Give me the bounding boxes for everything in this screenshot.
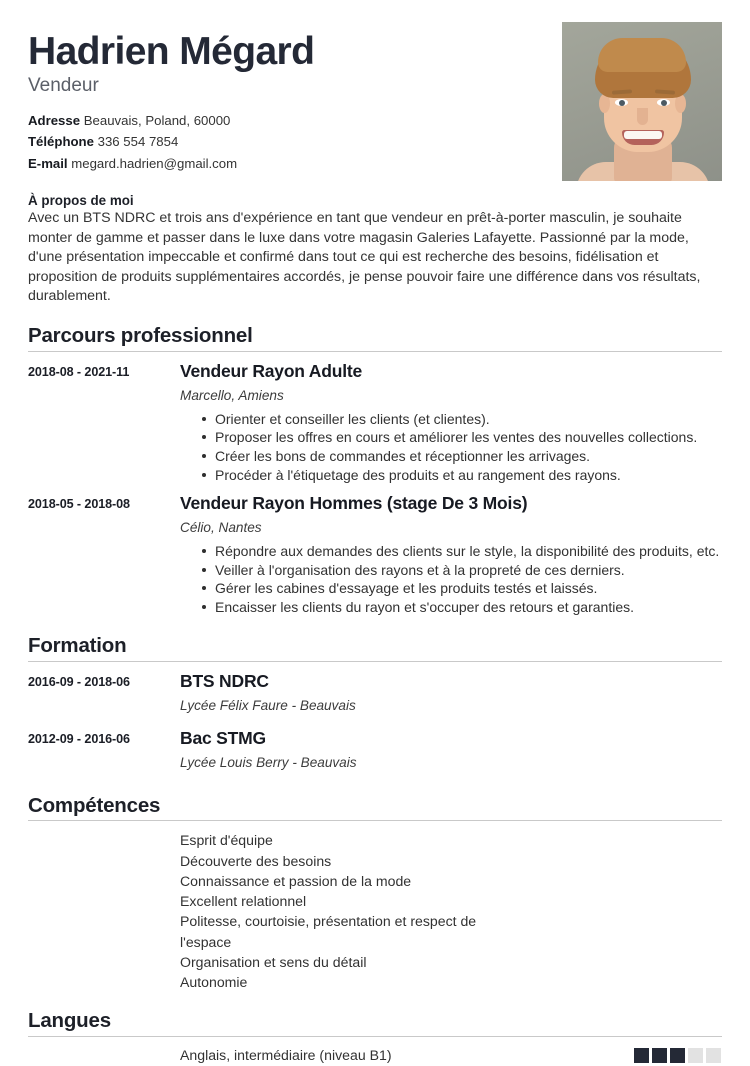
- photo-teeth: [624, 131, 662, 139]
- portrait-photo: [562, 22, 722, 181]
- education-dates: 2016-09 - 2018-06: [28, 674, 130, 689]
- contact-row-address: [28, 110, 562, 132]
- list-item: Connaissance et passion de la mode: [180, 872, 412, 889]
- about-section: [28, 193, 722, 307]
- skills-list: [28, 830, 722, 992]
- experience-dates: 2018-08 - 2021-11: [28, 364, 130, 379]
- list-item: Esprit d'équipe: [180, 832, 273, 849]
- education-entry: [28, 671, 722, 720]
- experience-entry: [28, 493, 722, 617]
- language-rating: [634, 1048, 722, 1063]
- education-body: [180, 671, 722, 720]
- page-title: Hadrien Mégard: [28, 30, 315, 73]
- photo-mouth: [622, 130, 664, 145]
- rating-box-filled: [670, 1048, 685, 1063]
- avatar: [562, 22, 722, 181]
- education-school: Lycée Félix Faure - Beauvais: [180, 697, 356, 713]
- about-heading: À propos de moi: [28, 193, 134, 208]
- contact-value-phone: 336 554 7854: [97, 134, 179, 150]
- about-text: Avec un BTS NDRC et trois ans d'expérience en tant que vendeur en prêt-à-porter masculin, je souhaite monter de gamme et passer dans le luxe dans votre magasin Galeries Lafayette. Passionné par la mode, d'une présentation impeccable et confirmé dans tout ce qui est recherche des besoins, fidélisation et proposition de produits supplémentaires accordés, je pense pouvoir faire une différence dans vos résultats, durablement.: [28, 210, 701, 305]
- section-divider: [28, 1036, 722, 1037]
- contact-row-phone: [28, 131, 562, 153]
- rating-box-empty: [688, 1048, 703, 1063]
- experience-section: [28, 324, 722, 617]
- experience-bullet-list: [180, 542, 722, 617]
- experience-body: [180, 361, 722, 485]
- experience-body: [180, 493, 722, 617]
- list-item: Veiller à l'organisation des rayons et à la propreté de ces derniers.: [202, 561, 722, 579]
- languages-list: [28, 1046, 722, 1066]
- section-title-skills: Compétences: [28, 793, 161, 817]
- education-entry: [28, 728, 722, 777]
- section-divider: [28, 661, 722, 662]
- education-section: [28, 634, 722, 777]
- experience-company: Célio, Nantes: [180, 519, 262, 535]
- experience-dates: 2018-05 - 2018-08: [28, 496, 130, 511]
- section-title-experience: Parcours professionnel: [28, 323, 253, 347]
- section-title-education: Formation: [28, 634, 127, 658]
- list-item: Organisation et sens du détail: [180, 953, 367, 970]
- rating-box-filled: [634, 1048, 649, 1063]
- list-item: Orienter et conseiller les clients (et clientes).: [202, 410, 722, 428]
- list-item: Encaisser les clients du rayon et s'occuper des retours et garanties.: [202, 598, 722, 616]
- list-item: Créer les bons de commandes et réceptionner les arrivages.: [202, 447, 722, 465]
- job-title: Vendeur: [28, 74, 99, 96]
- contact-label-address: Adresse: [28, 112, 81, 128]
- education-school: Lycée Louis Berry - Beauvais: [180, 754, 357, 770]
- photo-pupil-right: [661, 100, 667, 106]
- experience-entry: [28, 361, 722, 485]
- list-item: Répondre aux demandes des clients sur le style, la disponibilité des produits, etc.: [202, 542, 722, 560]
- rating-box-empty: [706, 1048, 721, 1063]
- list-item: Gérer les cabines d'essayage et les produits testés et laissés.: [202, 579, 722, 597]
- section-divider: [28, 820, 722, 821]
- experience-company: Marcello, Amiens: [180, 387, 284, 403]
- section-divider: [28, 351, 722, 352]
- education-degree: BTS NDRC: [180, 670, 269, 691]
- education-degree: Bac STMG: [180, 727, 266, 748]
- experience-role: Vendeur Rayon Hommes (stage De 3 Mois): [180, 492, 528, 513]
- contact-row-email: [28, 153, 562, 175]
- contact-label-phone: Téléphone: [28, 134, 94, 150]
- skills-section: [28, 794, 722, 993]
- contact-value-email: megard.hadrien@gmail.com: [71, 155, 238, 171]
- photo-nose: [637, 108, 648, 125]
- experience-role: Vendeur Rayon Adulte: [180, 360, 363, 381]
- contact-label-email: E-mail: [28, 155, 68, 171]
- rating-box-filled: [652, 1048, 667, 1063]
- list-item: Proposer les offres en cours et améliorer les ventes des nouvelles collections.: [202, 428, 722, 446]
- contact-value-address: Beauvais, Poland, 60000: [83, 112, 231, 128]
- list-item: Excellent relationnel: [180, 893, 307, 910]
- list-item: [180, 1046, 722, 1066]
- list-item: Découverte des besoins: [180, 852, 332, 869]
- photo-pupil-left: [619, 100, 625, 106]
- education-dates: 2012-09 - 2016-06: [28, 731, 130, 746]
- photo-hair-highlight: [598, 38, 686, 72]
- section-title-languages: Langues: [28, 1009, 111, 1033]
- list-item: Autonomie: [180, 974, 248, 991]
- header-text-block: [28, 22, 562, 174]
- language-label: Anglais, intermédiaire (niveau B1): [180, 1047, 392, 1064]
- education-body: [180, 728, 722, 777]
- list-item: Politesse, courtoisie, présentation et respect de l'espace: [180, 913, 477, 950]
- experience-bullet-list: [180, 410, 722, 485]
- languages-section: [28, 1009, 722, 1065]
- resume-header: [28, 22, 722, 181]
- list-item: Procéder à l'étiquetage des produits et au rangement des rayons.: [202, 466, 722, 484]
